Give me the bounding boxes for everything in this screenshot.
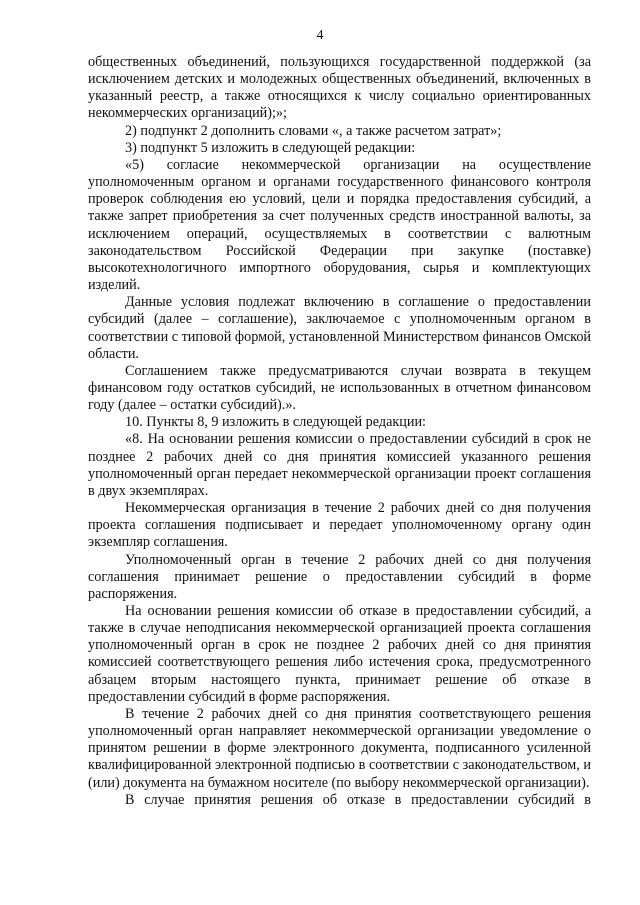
- paragraph-continuation: общественных объединений, пользующихся государственной поддержкой (за исключением детских и молодежных общественных объединений, включенных в указанный реестр, а также относящихся к числу социально ориентированных некоммерческих организаций);»;: [88, 54, 591, 122]
- paragraph-notification: В течение 2 рабочих дней со дня принятия соответствующего решения уполномоченный орган направляет некоммерческой организации уведомление о принятом решении в форме электронного документа, подписанного усиленной квалифицированной электронной подписью в соответствии с законодательством, и (или) документа на бумажном носителе (по выбору некоммерческой организации).: [88, 705, 591, 791]
- paragraph-final-partial: В случае принятия решения об отказе в предоставлении субсидий в: [125, 791, 591, 808]
- paragraph-authority-decision: Уполномоченный орган в течение 2 рабочих дней со дня получения соглашения принимает решение о предоставлении субсидий в форме распоряжения.: [88, 551, 591, 602]
- document-body: [88, 54, 591, 809]
- paragraph-refusal-decision: На основании решения комиссии об отказе в предоставлении субсидий, а также в случае неподписания некоммерческой организацией проекта соглашения уполномоченный орган в срок не позднее 2 рабочих дней со дня принятия комиссией соответствующего решения либо истечения срока, предусмотренного абзацем вторым настоящего пункта, принимает решение об отказе в предоставлении субсидий в форме распоряжения.: [88, 603, 591, 705]
- paragraph-agreement-returns: Соглашением также предусматриваются случаи возврата в текущем финансовом году остатков субсидий, не использованных в отчетном финансовом году (далее – остатки субсидий).».: [88, 362, 591, 414]
- paragraph-subitem-2: 2) подпункт 2 дополнить словами «, а также расчетом затрат»;: [125, 122, 502, 139]
- paragraph-quoted-item-5: «5) согласие некоммерческой организации на осуществление уполномоченным органом и органами государственного финансового контроля проверок соблюдения ею условий, цели и порядка предоставления субсидий, а также запрет приобретения за счет полученных средств иностранной валюты, за исключением операций, осуществляемых в соответствии с валютным законодательством Российской Федерации при закупке (поставке) высокотехнологичного импортного оборудования, сырья и комплектующих изделий.: [88, 156, 591, 294]
- paragraph-subitem-3: 3) подпункт 5 изложить в следующей редакции:: [125, 139, 416, 156]
- paragraph-organization-signs: Некоммерческая организация в течение 2 рабочих дней со дня получения проекта соглашения подписывает и передает уполномоченному органу один экземпляр соглашения.: [88, 500, 591, 551]
- paragraph-item-10: 10. Пункты 8, 9 изложить в следующей редакции:: [125, 414, 426, 431]
- paragraph-quoted-item-8: «8. На основании решения комиссии о предоставлении субсидий в срок не позднее 2 рабочих дней со дня принятия комиссией указанного решения уполномоченный орган передает некоммерческой организации проект соглашения в двух экземплярах.: [88, 431, 591, 499]
- page-number: 4: [316, 28, 324, 43]
- paragraph-conditions: Данные условия подлежат включению в соглашение о предоставлении субсидий (далее – соглашение), заключаемое с уполномоченным органом в соответствии с типовой формой, установленной Министерством финансов Омской области.: [88, 294, 591, 362]
